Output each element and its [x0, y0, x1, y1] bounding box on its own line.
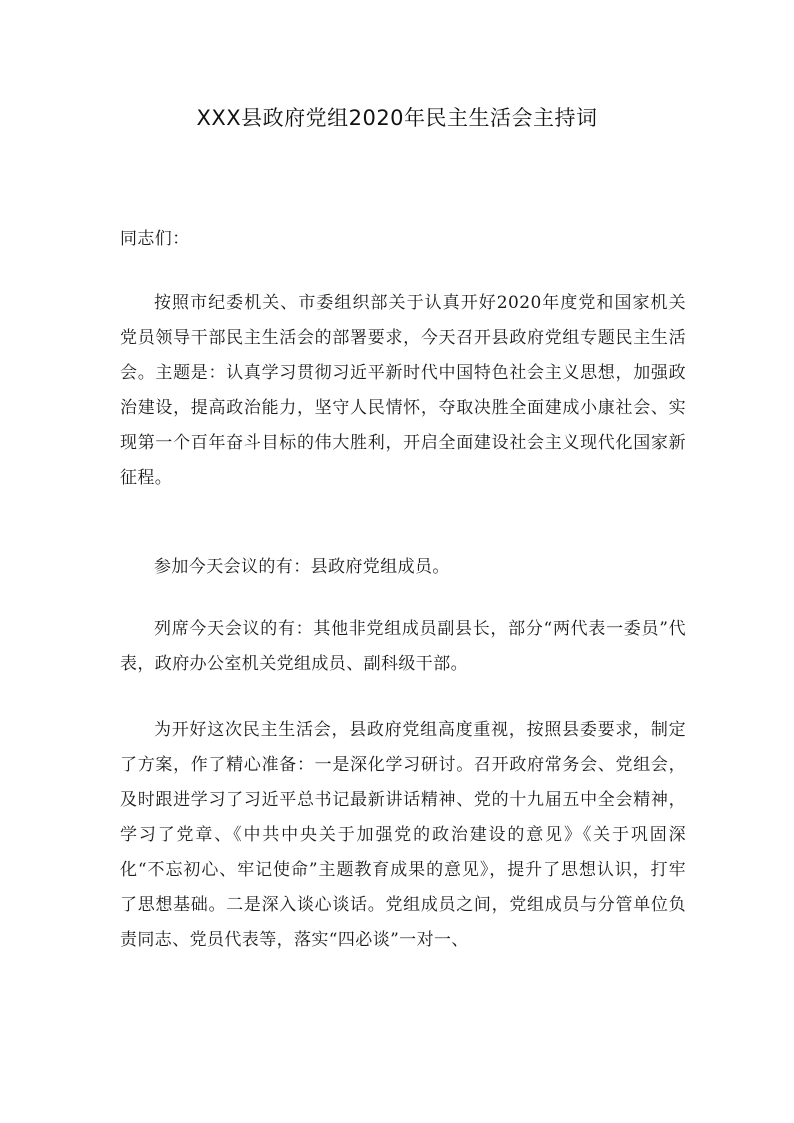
- paragraph-text: 为开好这次民主生活会，县政府党组高度重视，按照县委要求，制定了方案，作了精心准备：一是深化学习研讨。召开政府常务会、党组会，及时跟进学习了习近平总书记最新讲话精神、党的十九届五中全会精神，学习了党章、《中共中央关于加强党的政治建设的意见》《关于巩固深化“不忘初心、牢记使命”主题教育成果的意见》，提升了思想认识，打牢了思想基础。二是深入谈心谈话。党组成员之间，党组成员与分管单位负责同志、党员代表等，落实“四必谈”一对一、: [120, 720, 686, 950]
- document-title: XXX县政府党组2020年民主生活会主持词: [196, 106, 598, 130]
- paragraph-attendees: [120, 550, 686, 585]
- paragraph-preparation: [120, 713, 686, 958]
- paragraph-meeting-purpose: [120, 286, 686, 496]
- paragraph-text: 按照市纪委机关、市委组织部关于认真开好2020年度党和国家机关党员领导干部民主生活会的部署要求，今天召开县政府党组专题民主生活会。主题是：认真学习贯彻习近平新时代中国特色社会主义思想，加强政治建设，提高政治能力，坚守人民情怀，夺取决胜全面建成小康社会、实现第一个百年奋斗目标的伟大胜利，开启全面建设社会主义现代化国家新征程。: [120, 293, 686, 488]
- paragraph-text: 列席今天会议的有：其他非党组成员副县长，部分“两代表一委员”代表，政府办公室机关党组成员、副科级干部。: [120, 619, 686, 674]
- paragraph-observers: [120, 612, 686, 682]
- salutation-text: 同志们：: [120, 229, 190, 249]
- salutation: [120, 222, 686, 257]
- paragraph-text: 参加今天会议的有：县政府党组成员。: [154, 557, 450, 577]
